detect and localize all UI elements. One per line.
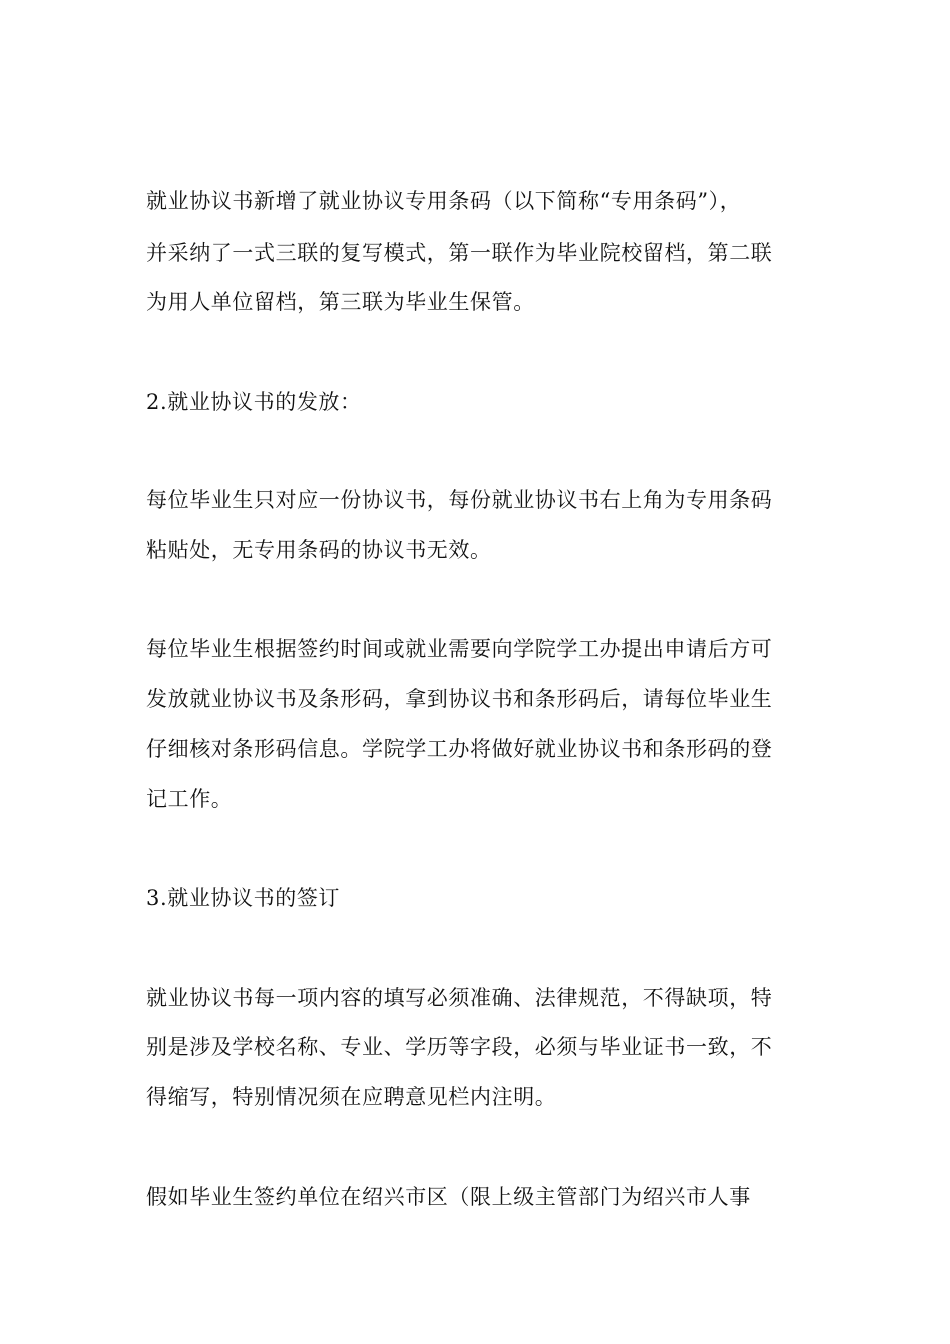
- section-heading-2: 2.就业协议书的发放：: [146, 390, 362, 414]
- section-heading-3: 3.就业协议书的签订: [146, 886, 341, 910]
- paragraph-1-line-2: 并采纳了一式三联的复写模式，第一联作为毕业院校留档，第二联: [146, 241, 773, 265]
- paragraph-1-line-3: 为用人单位留档，第三联为毕业生保管。: [146, 290, 535, 314]
- paragraph-6-line-1: 就业协议书每一项内容的填写必须准确、法律规范，不得缺项，特: [146, 986, 773, 1010]
- paragraph-4-line-3: 仔细核对条形码信息。学院学工办将做好就业协议书和条形码的登: [146, 737, 773, 761]
- paragraph-7-line-1: 假如毕业生签约单位在绍兴市区（限上级主管部门为绍兴市人事: [146, 1185, 751, 1209]
- paragraph-1-line-1: 就业协议书新增了就业协议专用条码（以下简称“专用条码”），: [146, 189, 742, 213]
- paragraph-3-line-1: 每位毕业生只对应一份协议书，每份就业协议书右上角为专用条码: [146, 488, 773, 512]
- paragraph-6-line-2: 别是涉及学校名称、专业、学历等字段，必须与毕业证书一致，不: [146, 1035, 773, 1059]
- paragraph-3-line-2: 粘贴处，无专用条码的协议书无效。: [146, 538, 492, 562]
- paragraph-4-line-2: 发放就业协议书及条形码，拿到协议书和条形码后，请每位毕业生: [146, 687, 773, 711]
- paragraph-6-line-3: 得缩写，特别情况须在应聘意见栏内注明。: [146, 1085, 557, 1109]
- paragraph-4-line-4: 记工作。: [146, 787, 233, 811]
- paragraph-4-line-1: 每位毕业生根据签约时间或就业需要向学院学工办提出申请后方可: [146, 637, 773, 661]
